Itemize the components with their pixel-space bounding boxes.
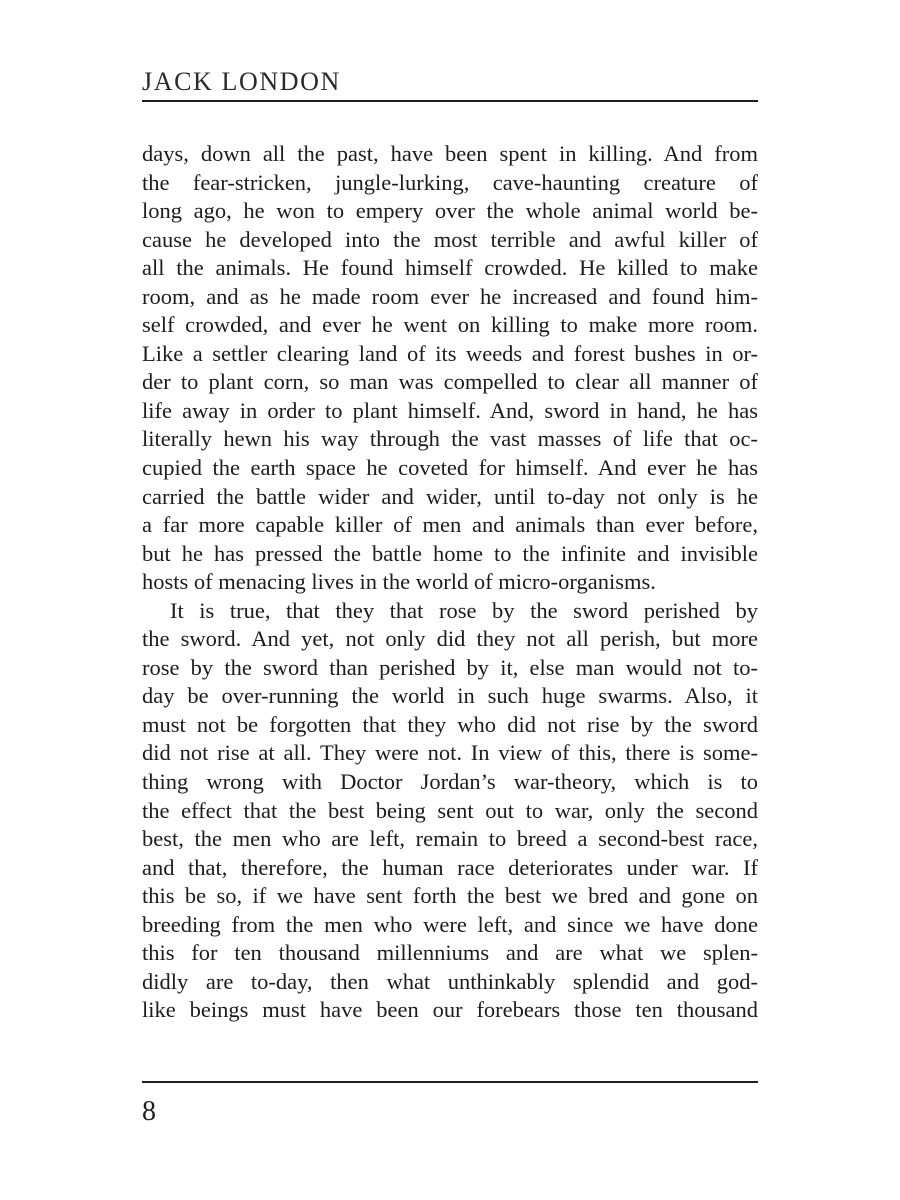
footer-rule <box>142 1081 758 1083</box>
page-number: 8 <box>142 1096 156 1127</box>
text-line: literally hewn his way through the vast masses of life that oc- <box>142 426 758 452</box>
text-line: carried the battle wider and wider, until to-day not only is he <box>142 483 758 509</box>
running-head-title: JACK LONDON <box>142 67 341 96</box>
text-line: breeding from the men who were left, and since we have done <box>142 911 758 937</box>
text-line: must not be forgotten that they who did not rise by the sword <box>142 711 758 737</box>
text-line: a far more capable killer of men and animals than ever before, <box>142 512 758 538</box>
text-line: did not rise at all. They were not. In view of this, there is some- <box>142 740 758 766</box>
text-line: day be over-running the world in such huge swarms. Also, it <box>142 683 758 709</box>
text-line: Like a settler clearing land of its weeds and forest bushes in or- <box>142 340 758 366</box>
text-line: cupied the earth space he coveted for himself. And ever he has <box>142 455 758 481</box>
paragraph <box>142 597 758 1025</box>
text-line: all the animals. He found himself crowded. He killed to make <box>142 255 758 281</box>
text-line: but he has pressed the battle home to the infinite and invisible <box>142 540 758 566</box>
text-line: rose by the sword than perished by it, else man would not to- <box>142 654 758 680</box>
text-line: life away in order to plant himself. And, sword in hand, he has <box>142 397 758 423</box>
text-line: It is true, that they that rose by the sword perished by <box>170 597 758 623</box>
text-line: the fear-stricken, jungle-lurking, cave-haunting creature of <box>142 169 758 195</box>
text-line: der to plant corn, so man was compelled to clear all manner of <box>142 369 758 395</box>
body-text <box>142 140 758 1025</box>
text-line: thing wrong with Doctor Jordan’s war-theory, which is to <box>142 769 758 795</box>
text-line: long ago, he won to empery over the whole animal world be- <box>142 198 758 224</box>
text-line: self crowded, and ever he went on killing to make more room. <box>142 312 758 338</box>
text-line: didly are to-day, then what unthinkably splendid and god- <box>142 968 758 994</box>
text-line: and that, therefore, the human race deteriorates under war. If <box>142 854 758 880</box>
text-line: days, down all the past, have been spent in killing. And from <box>142 141 758 166</box>
text-line: room, and as he made room ever he increased and found him- <box>142 283 758 309</box>
text-line: hosts of menacing lives in the world of micro-organisms. <box>142 569 656 595</box>
text-line: this for ten thousand millenniums and are what we splen- <box>142 940 758 966</box>
text-line: cause he developed into the most terrible and awful killer of <box>142 226 758 252</box>
header-rule <box>142 100 758 102</box>
text-line: the effect that the best being sent out to war, only the second <box>142 797 758 823</box>
text-line: like beings must have been our forebears those ten thousand <box>142 997 758 1023</box>
text-line: this be so, if we have sent forth the best we bred and gone on <box>142 883 758 909</box>
text-line: the sword. And yet, not only did they not all perish, but more <box>142 626 758 652</box>
paragraph <box>142 140 758 597</box>
text-line: best, the men who are left, remain to breed a second-best race, <box>142 826 758 852</box>
